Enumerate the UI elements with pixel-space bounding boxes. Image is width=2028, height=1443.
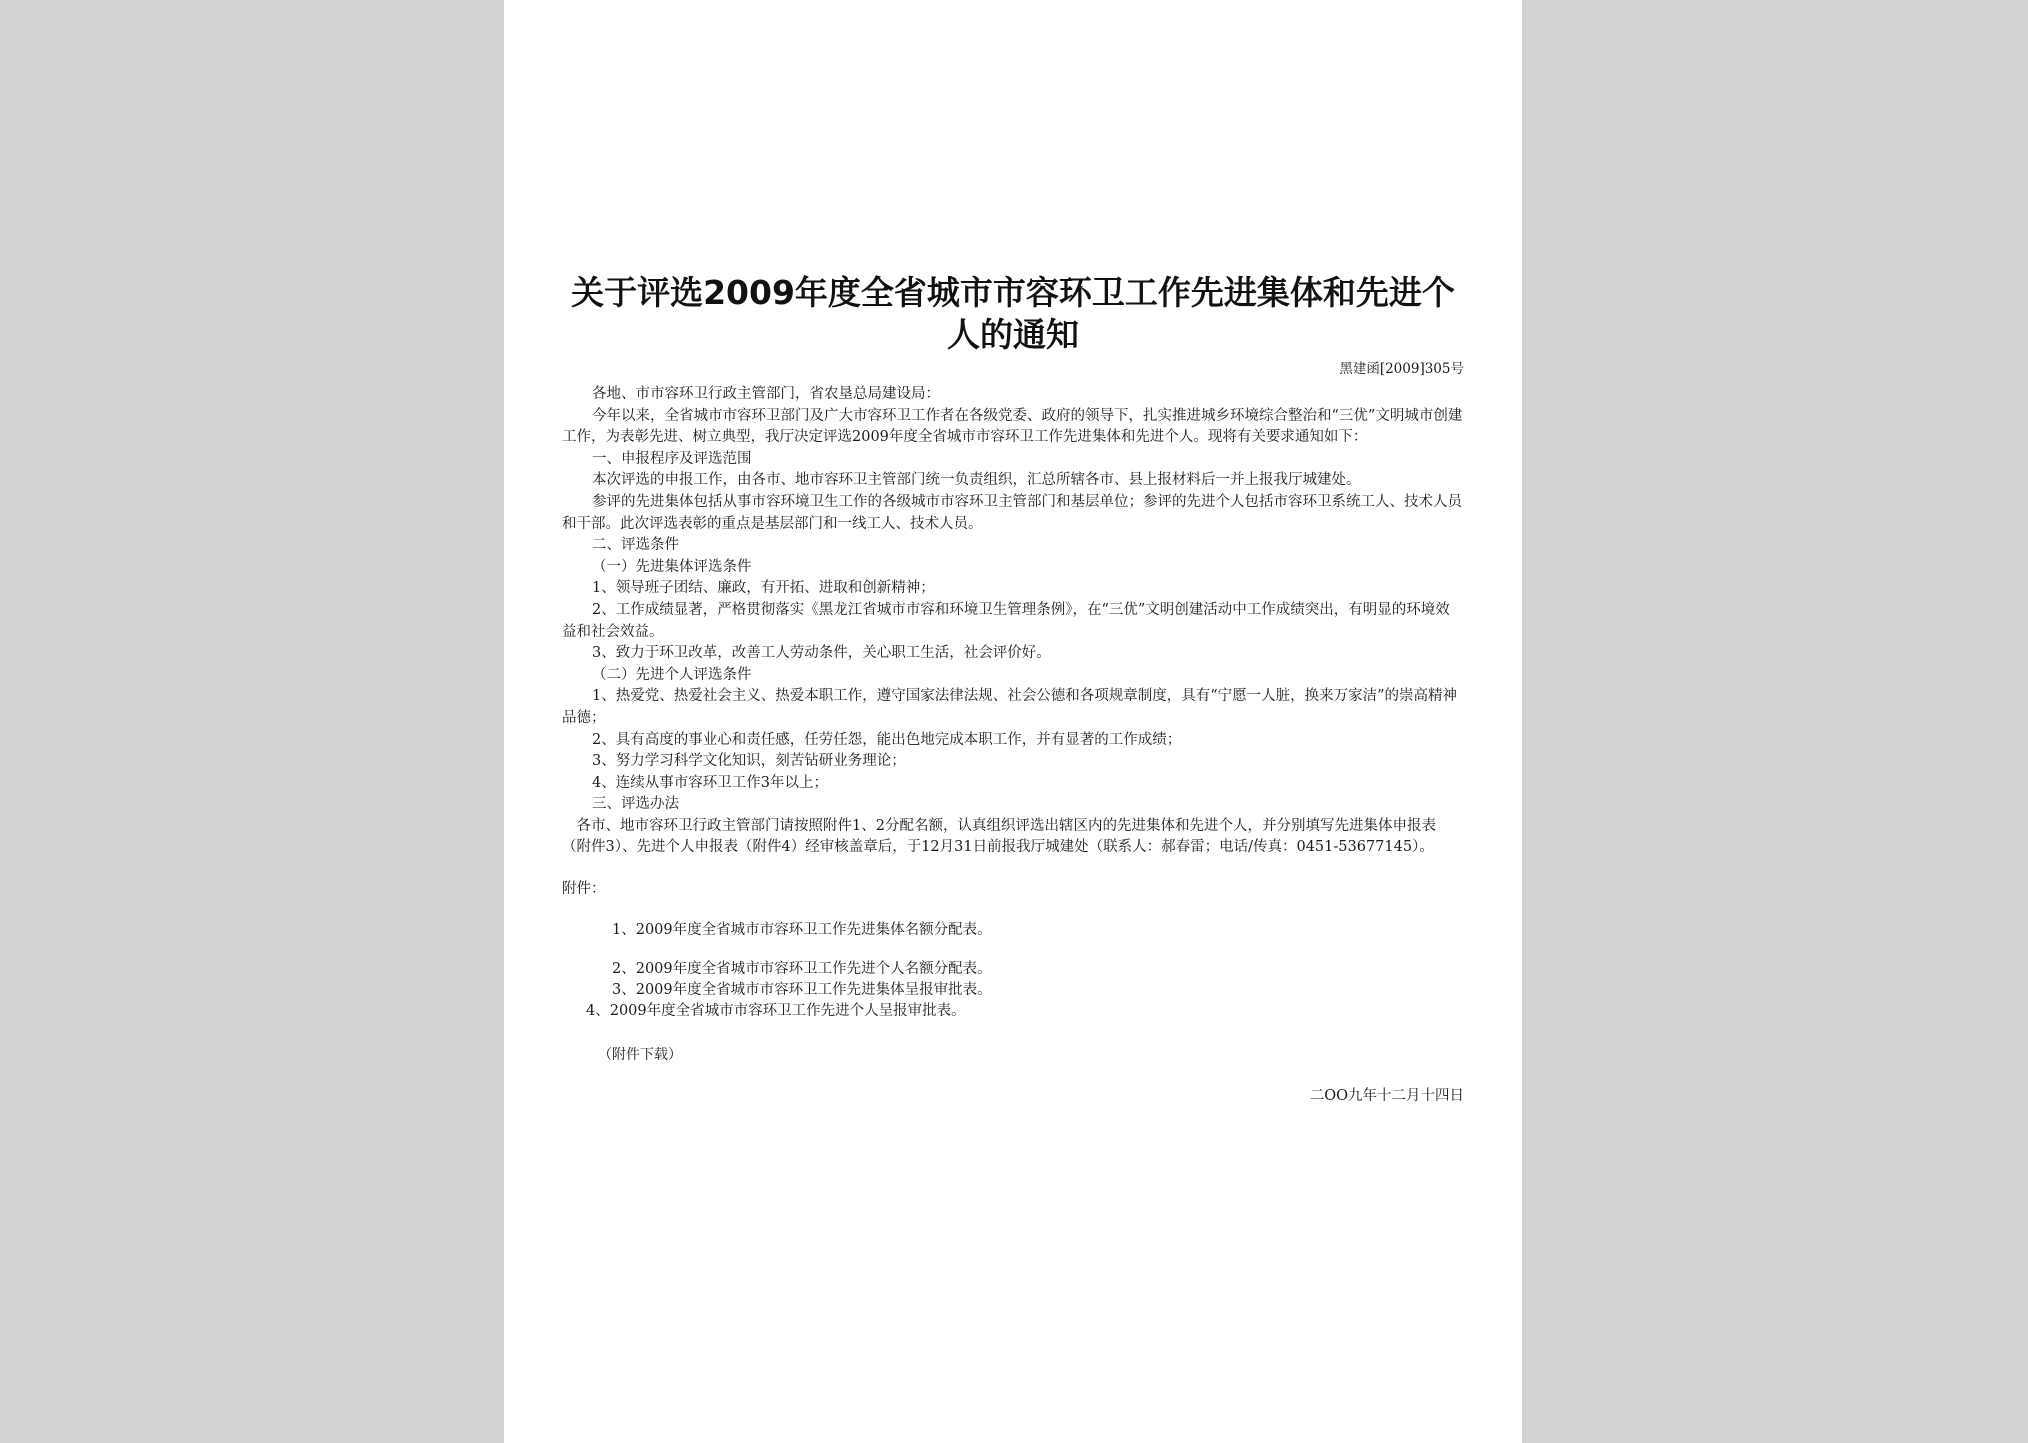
section-heading: 一、申报程序及评选范围 bbox=[592, 450, 752, 467]
subsection-heading: （一）先进集体评选条件 bbox=[592, 558, 752, 575]
document-date: 二OO九年十二月十四日 bbox=[1309, 1088, 1464, 1105]
list-item: 1、热爱党、热爱社会主义、热爱本职工作，遵守国家法律法规、社会公德和各项规章制度，具有“宁愿一人脏，换来万家洁”的崇高精神品德； bbox=[562, 688, 1458, 726]
subsection-heading: （二）先进个人评选条件 bbox=[592, 666, 752, 683]
document-number: 黑建函[2009]305号 bbox=[1339, 361, 1464, 377]
section-heading: 二、评选条件 bbox=[592, 537, 679, 554]
list-item: 4、连续从事市容环卫工作3年以上； bbox=[592, 774, 828, 791]
list-item: 2、工作成绩显著，严格贯彻落实《黑龙江省城市市容和环境卫生管理条例》，在“三优”文明创建活动中工作成绩突出，有明显的环境效益和社会效益。 bbox=[562, 601, 1450, 640]
section-heading: 三、评选办法 bbox=[592, 796, 679, 813]
attachments-label: 附件： bbox=[562, 881, 606, 898]
document-title: 关于评选2009年度全省城市市容环卫工作先进集体和先进个人的通知 bbox=[571, 273, 1455, 354]
list-item: 1、领导班子团结、廉政，有开拓、进取和创新精神； bbox=[592, 580, 935, 597]
document-content bbox=[562, 272, 1464, 1105]
document-body bbox=[562, 384, 1464, 859]
document-page bbox=[504, 0, 1522, 1443]
attachments-list bbox=[562, 920, 1464, 1022]
attachment-item: 1、2009年度全省城市市容环卫工作先进集体名额分配表。 bbox=[612, 922, 992, 939]
attachment-download-link[interactable]: （附件下载） bbox=[598, 1047, 682, 1064]
paragraph: 各市、地市容环卫行政主管部门请按照附件1、2分配名额，认真组织评选出辖区内的先进集体和先进个人，并分别填写先进集体申报表（附件3）、先进个人申报表（附件4）经审核盖章后，于12月31日前报我厅城建处（联系人：郝春雷；电话/传真：0451-53677145）。 bbox=[562, 817, 1436, 856]
attachment-item: 4、2009年度全省城市市容环卫工作先进个人呈报审批表。 bbox=[586, 1003, 966, 1020]
attachment-item: 2、2009年度全省城市市容环卫工作先进个人名额分配表。 bbox=[612, 961, 992, 978]
paragraph: 各地、市市容环卫行政主管部门，省农垦总局建设局： bbox=[592, 386, 940, 402]
list-item: 3、致力于环卫改革，改善工人劳动条件，关心职工生活，社会评价好。 bbox=[592, 645, 1051, 662]
attachment-item: 3、2009年度全省城市市容环卫工作先进集体呈报审批表。 bbox=[612, 982, 992, 999]
paragraph: 今年以来，全省城市市容环卫部门及广大市容环卫工作者在各级党委、政府的领导下，扎实推进城乡环境综合整治和“三优”文明城市创建工作，为表彰先进、树立典型，我厅决定评选2009年度全省城市市容环卫工作先进集体和先进个人。现将有关要求通知如下： bbox=[562, 407, 1463, 446]
list-item: 2、具有高度的事业心和责任感，任劳任怨，能出色地完成本职工作，并有显著的工作成绩； bbox=[592, 731, 1182, 748]
paragraph: 参评的先进集体包括从事市容环境卫生工作的各级城市市容环卫主管部门和基层单位；参评的先进个人包括市容环卫系统工人、技术人员和干部。此次评选表彰的重点是基层部门和一线工人、技术人员。 bbox=[562, 493, 1462, 532]
paragraph: 本次评选的申报工作，由各市、地市容环卫主管部门统一负责组织，汇总所辖各市、县上报材料后一并上报我厅城建处。 bbox=[592, 472, 1361, 489]
list-item: 3、努力学习科学文化知识，刻苦钻研业务理论； bbox=[592, 753, 906, 770]
